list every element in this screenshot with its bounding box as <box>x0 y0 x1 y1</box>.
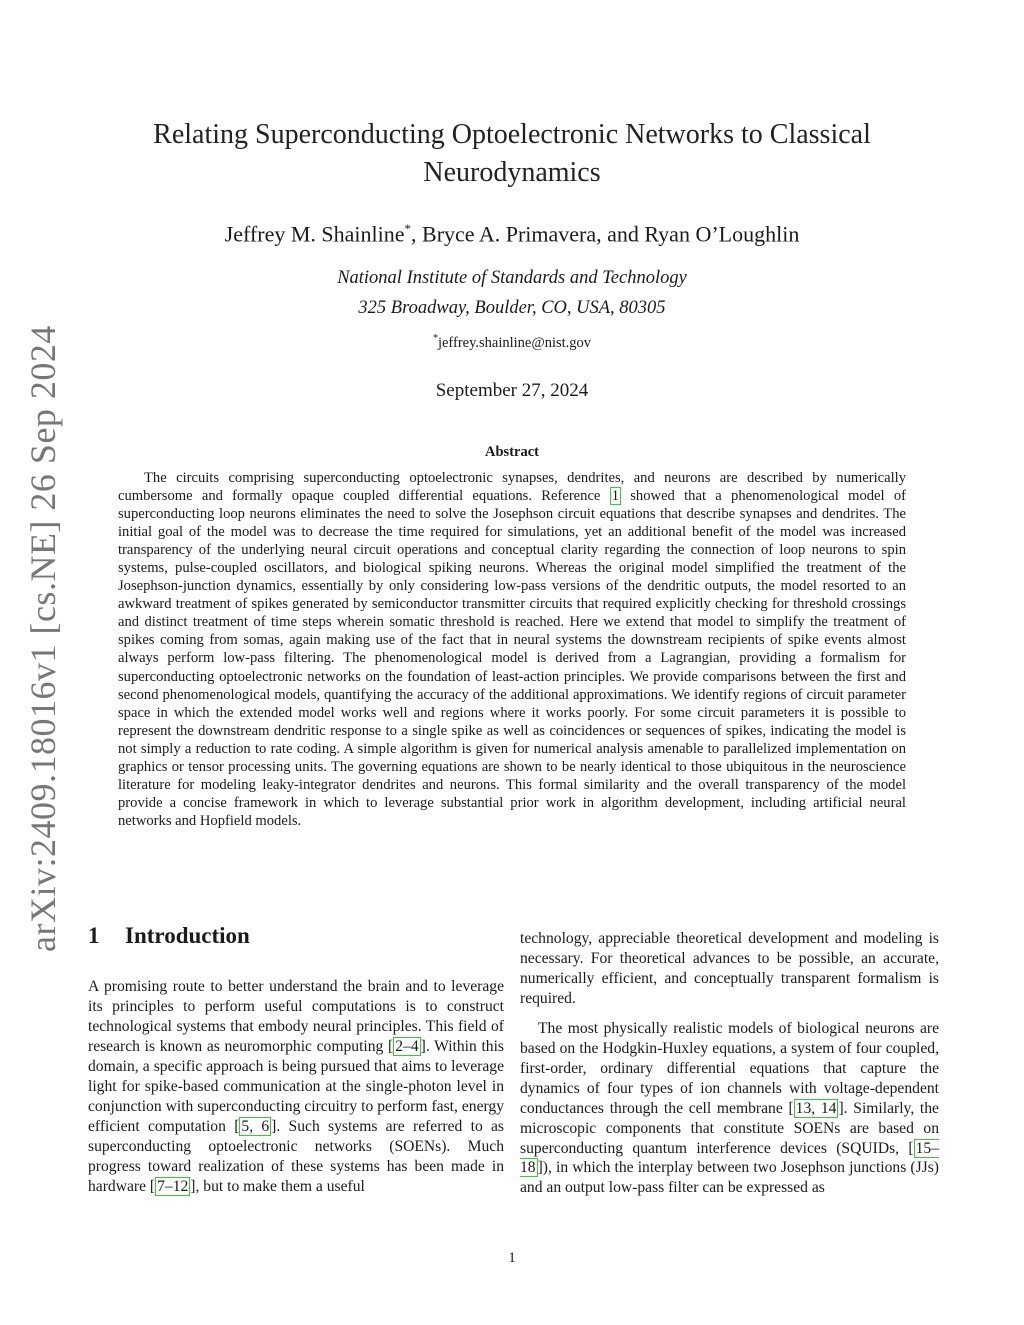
abstract-text-a: The circuits comprising superconducting optoelectronic synapses, dendrites, and neurons are described by numerically cumbersome and formally opaque coupled differential equations. Reference <box>118 470 906 505</box>
author-list <box>110 214 914 249</box>
affiliation-line-1: National Institute of Standards and Technology <box>337 268 687 288</box>
section-heading-introduction <box>88 921 250 951</box>
section-title: Introduction <box>125 923 250 948</box>
intro-text: . Within this domain, a specific approach is being pursued that aims to leverage light for spike-based communication at the single-photon level in conjunction with superconducting circuitry to perform fast, energy efficient computation <box>88 1037 504 1135</box>
abstract-body <box>118 469 906 830</box>
paper-date: September 27, 2024 <box>435 380 589 401</box>
citation-link[interactable]: 15–18 <box>520 1139 939 1177</box>
email-address[interactable]: jeffrey.shainline@nist.gov <box>437 334 592 351</box>
affiliation <box>110 263 914 323</box>
abstract-heading: Abstract <box>485 444 539 460</box>
paper-title: Relating Superconducting Optoelectronic Networks to Classical Neurodynamics <box>153 119 871 188</box>
citation-link[interactable]: 7–12 <box>157 1177 189 1195</box>
intro-text: The most physically realistic models of biological neurons are based on the Hodgkin-Huxley equations, a system of four coupled, first-order, ordinary differential equations that capture the dynamics of four types of ion channels with voltage-dependent conductances through the cell membrane <box>520 1019 939 1117</box>
author-first: Jeffrey M. Shainline <box>224 221 405 247</box>
intro-left-column <box>88 977 504 1196</box>
author-rest: , Bryce A. Primavera, and Ryan O’Loughlin <box>411 221 800 247</box>
citation-link[interactable]: 1 <box>611 488 619 505</box>
intro-paragraph-1: A promising route to better understand the brain and to leverage its principles to perform useful computations is to construct technological systems that embody neural principles. This field of research is known as neuromorphic computing [ 2–4 ]. Within this domain, a specific approach is being pursued that aims to leverage light for spike-based communication at the single-photon level in conjunction with superconducting circuitry to perform fast, energy efficient computation [ 5, 6 ]. Such systems are referred to as superconducting optoelectronic networks (SOENs). Much progress toward realization of these systems has been made in hardware [ 7–12 ], but to make them a useful <box>88 978 505 1195</box>
email-mark: * <box>432 333 438 344</box>
intro-right-column <box>520 929 939 1198</box>
corresponding-author-mark: * <box>404 221 412 236</box>
arxiv-identifier-stamp[interactable]: arXiv:2409.18016v1 [cs.NE] 26 Sep 2024 <box>23 325 63 952</box>
citation-link[interactable]: 2–4 <box>395 1037 419 1055</box>
citation-link[interactable]: 5, 6 <box>241 1117 270 1135</box>
corresponding-email <box>110 329 914 353</box>
intro-text: , but to make them a useful <box>195 1177 365 1195</box>
page-number: 1 <box>508 1250 516 1266</box>
citation-link[interactable]: 13, 14 <box>795 1099 837 1117</box>
abstract-text-b: showed that a phenomenological model of superconducting loop neurons eliminates the need to solve the Josephson circuit equations that describe synapses and dendrites. The initial goal of the model was to decrease the time required for simulations, yet an additional benefit of the model was increased transparency of the underlying neural circuit operations and conceptual clarity regarding the connection of loop neurons to spin systems, pulse-coupled oscillators, and biological spiking neurons. Whereas the original model simplified the treatment of the Josephson-junction dynamics, essentially by only considering low-pass versions of the dendritic outputs, the model resorted to an awkward treatment of spikes generated by semiconductor transmitter circuits that required explicitly checking for threshold crossings and distinct treatment of time steps wherein somatic threshold is reached. Here we extend that model to simplify the treatment of spikes coming from somas, again making use of the fact that in neural systems the downstream recipients of spike events almost always perform low-pass filtering. The phenomenological model is derived from a Lagrangian, providing a formalism for superconducting optoelectronic networks on the foundation of least-action principles. We provide comparisons between the first and second phenomenological models, quantifying the accuracy of the additional approximations. We identify regions of circuit parameter space in which the extended model works well and regions where it works poorly. For some circuit parameters it is possible to represent the downstream dendritic response to a single spike as well as coincidences or sequences of spikes, indicating the model is not simply a reduction to rate coding. A simple algorithm is given for numerical analysis amenable to parallelized implementation on graphics or tensor processing units. The governing equations are shown to be nearly identical to those ubiquitous in the neuroscience literature for modeling leaky-integrator dendrites and neurons. This formal similarity and the overall transparency of the model provide a concise framework in which to leverage substantial prior work in algorithm development, including artificial neural networks and Hopfield models. <box>118 488 906 829</box>
intro-text: ), in which the interplay between two Josephson junctions (JJs) and an output low-pass filter can be expressed as <box>520 1159 939 1197</box>
intro-paragraph-1-continued: technology, appreciable theoretical development and modeling is necessary. For theoretical advances to be possible, an accurate, numerically efficient, and conceptually transparent formalism is required. <box>520 930 939 1007</box>
intro-text: . Such systems are referred to as superconducting optoelectronic networks (SOENs). Much progress toward realization of these systems has been made in hardware <box>88 1117 505 1195</box>
section-number: 1 <box>88 923 100 948</box>
intro-paragraph-2: The most physically realistic models of biological neurons are based on the Hodgkin-Huxley equations, a system of four coupled, first-order, ordinary differential equations that capture the dynamics of four types of ion channels with voltage-dependent conductances through the cell membrane [ 13, 14 ]. Similarly, the microscopic components that constitute SOENs are based on superconducting quantum interference devices (SQUIDs, [ 15–18 ]), in which the interplay between two Josephson junctions (JJs) and an output low-pass filter can be expressed as <box>520 1019 939 1197</box>
affiliation-line-2: 325 Broadway, Boulder, CO, USA, 80305 <box>358 298 666 318</box>
intro-text: A promising route to better understand the brain and to leverage its principles to perform useful computations is to construct technological systems that embody neural principles. This field of research is known as neuromorphic computing <box>88 978 504 1055</box>
intro-text: . Similarly, the microscopic components that constitute SOENs are based on superconducting quantum interference devices (SQUIDs, <box>520 1099 939 1157</box>
